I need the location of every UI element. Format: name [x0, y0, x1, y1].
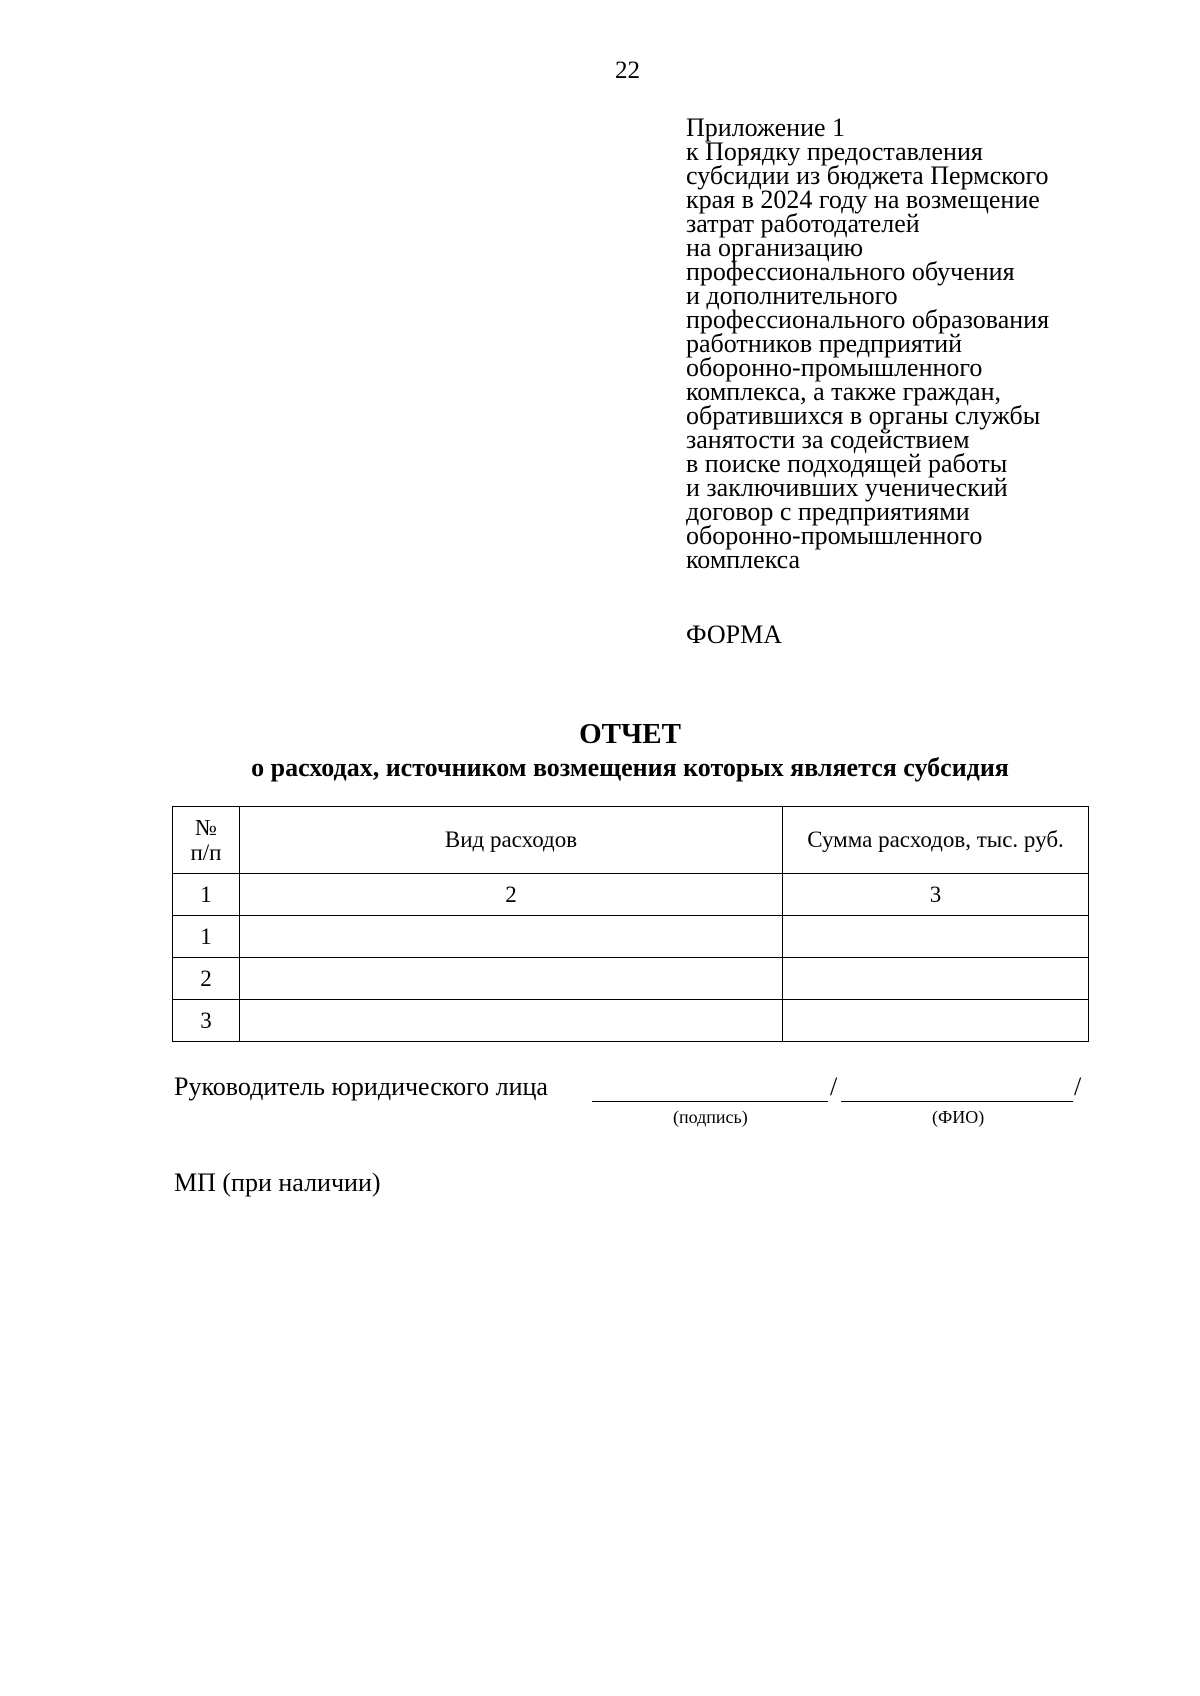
- table-row: [173, 1000, 1089, 1042]
- header-expense-amount: Сумма расходов, тыс. руб.: [783, 807, 1089, 874]
- appendix-line: затрат работодателей: [686, 209, 920, 238]
- name-slash: /: [1074, 1072, 1082, 1101]
- appendix-line: Приложение 1: [686, 113, 846, 142]
- signature-caption: (подпись): [673, 1107, 748, 1127]
- column-numbers-row: [173, 874, 1089, 916]
- appendix-line: и дополнительного: [686, 281, 898, 310]
- column-number: 3: [783, 874, 1089, 916]
- form-label: ФОРМА: [686, 620, 782, 649]
- stamp-label: МП (при наличии): [174, 1168, 381, 1197]
- header-number-abbr: п/п: [190, 840, 222, 865]
- row-number: 2: [173, 958, 240, 1000]
- header-number-symbol: №: [195, 815, 217, 840]
- appendix-line: работников предприятий: [686, 329, 963, 358]
- expense-type-cell[interactable]: [240, 1000, 783, 1042]
- appendix-line: комплекса: [686, 545, 801, 574]
- expense-amount-cell[interactable]: [783, 916, 1089, 958]
- table-row: [173, 958, 1089, 1000]
- appendix-line: профессионального образования: [686, 305, 1050, 334]
- expense-type-cell[interactable]: [240, 916, 783, 958]
- report-subtitle: о расходах, источником возмещения которых является субсидия: [251, 753, 1009, 782]
- appendix-line: и заключивших ученический: [686, 473, 1008, 502]
- expense-type-cell[interactable]: [240, 958, 783, 1000]
- appendix-line: оборонно-промышленного: [686, 521, 983, 550]
- signature-label: Руководитель юридического лица: [174, 1072, 548, 1101]
- name-line[interactable]: [841, 1101, 1073, 1102]
- signature-line[interactable]: [592, 1101, 828, 1102]
- row-number: 1: [173, 916, 240, 958]
- expense-amount-cell[interactable]: [783, 1000, 1089, 1042]
- header-number: [173, 807, 240, 874]
- expenses-table: [172, 806, 1089, 1042]
- appendix-line: оборонно-промышленного: [686, 353, 983, 382]
- appendix-line: занятости за содействием: [686, 425, 970, 454]
- report-title: ОТЧЕТ: [579, 718, 681, 750]
- appendix-line: договор с предприятиями: [686, 497, 970, 526]
- column-number: 1: [173, 874, 240, 916]
- table-header-row: [173, 807, 1089, 874]
- appendix-line: субсидии из бюджета Пермского: [686, 161, 1049, 190]
- appendix-line: к Порядку предоставления: [686, 137, 983, 166]
- column-number: 2: [240, 874, 783, 916]
- appendix-line: в поиске подходящей работы: [686, 449, 1008, 478]
- appendix-line: края в 2024 году на возмещение: [686, 185, 1040, 214]
- table-row: [173, 916, 1089, 958]
- row-number: 3: [173, 1000, 240, 1042]
- appendix-line: комплекса, а также граждан,: [686, 377, 1001, 406]
- appendix-line: профессионального обучения: [686, 257, 1015, 286]
- signature-block: [174, 1070, 1094, 1150]
- appendix-line: обратившихся в органы службы: [686, 401, 1041, 430]
- appendix-block: [686, 113, 1126, 574]
- name-caption: (ФИО): [932, 1107, 985, 1127]
- appendix-line: на организацию: [686, 233, 864, 262]
- header-expense-type: Вид расходов: [240, 807, 783, 874]
- signature-slash: /: [830, 1072, 838, 1101]
- page-number: 22: [615, 57, 640, 84]
- expense-amount-cell[interactable]: [783, 958, 1089, 1000]
